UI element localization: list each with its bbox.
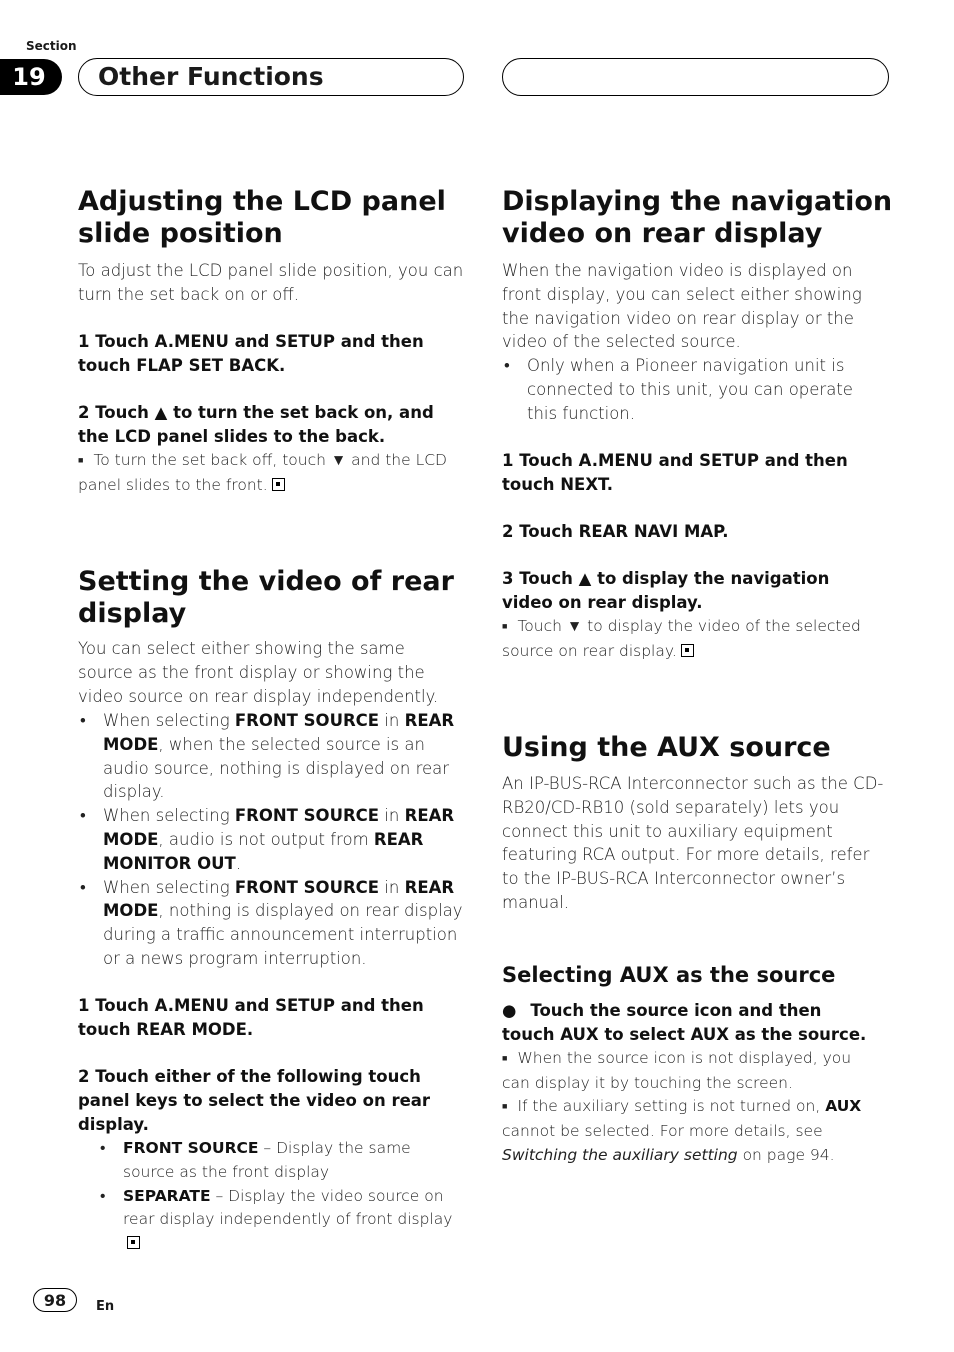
aux-step: ● Touch the source icon and then touch AUX to select AUX as the source. — [502, 999, 877, 1047]
lcd-note — [78, 449, 463, 498]
lcd-step-2: 2 Touch ▲ to turn the set back on, and the LCD panel slides to the back. — [78, 403, 434, 446]
nav-intro: When the navigation video is displayed on front display, you can select either showing the navigation video on rear display or the video of the selected source. — [502, 261, 862, 352]
heading-line: display — [78, 598, 187, 629]
header-empty-frame — [502, 58, 889, 96]
lcd-note-text: To turn the set back off, touch ▼ and the LCD panel slides to the front. — [78, 451, 447, 494]
end-mark-icon — [681, 644, 694, 657]
nav-note: ■ Touch ▼ to display the video of the selected source on rear display. — [502, 617, 861, 660]
list-item: • FRONT SOURCE – Display the same source as the front display — [98, 1137, 463, 1185]
page-number: 98 — [33, 1288, 77, 1312]
end-mark-icon — [272, 478, 285, 491]
list-item: • When selecting FRONT SOURCE in REAR MODE, nothing is displayed on rear display during a traffic announcement interruption or a news program interruption. — [78, 876, 463, 971]
rear-step-2: 2 Touch either of the following touch panel keys to select the video on rear display. — [78, 1067, 431, 1134]
heading-line: Displaying the navigation — [502, 186, 893, 217]
heading-lcd-slide — [78, 186, 446, 250]
rear-options — [98, 1137, 463, 1256]
rear-intro: You can select either showing the same source as the front display or showing the video source on rear display independently. — [78, 639, 439, 706]
heading-nav-video — [502, 186, 892, 250]
heading-line: slide position — [78, 218, 283, 249]
note-square-icon: ■ — [502, 622, 508, 632]
list-item: • When selecting FRONT SOURCE in REAR MODE, when the selected source is an audio source, nothing is displayed on rear display. — [78, 709, 463, 804]
note-square-icon: ■ — [502, 1054, 508, 1064]
list-item: • SEPARATE – Display the video source on rear display independently of front display — [98, 1185, 463, 1256]
language-label: En — [96, 1299, 115, 1314]
heading-line: Setting the video of rear — [78, 566, 454, 597]
aux-intro: An IP-BUS-RCA Interconnector such as the CD-RB20/CD-RB10 (sold separately) lets you connect this unit to auxiliary equipment featuring RCA output. For more details, refer to the IP-BUS-RCA Interconnector owner’s manual. — [502, 774, 884, 912]
rear-step-1: 1 Touch A.MENU and SETUP and then touch REAR MODE. — [78, 996, 424, 1039]
page-title: Other Functions — [98, 62, 324, 91]
aux-note-1: ■ When the source icon is not displayed, you can display it by touching the screen. — [502, 1049, 852, 1092]
note-square-icon: ■ — [502, 1102, 508, 1112]
list-item: • When selecting FRONT SOURCE in REAR MODE, audio is not output from REAR MONITOR OUT. — [78, 804, 463, 875]
nav-step-2: 2 Touch REAR NAVI MAP. — [502, 522, 729, 541]
section-label: Section — [26, 39, 77, 53]
lcd-intro: To adjust the LCD panel slide position, you can turn the set back on or off. — [78, 261, 464, 304]
heading-rear-video — [78, 566, 454, 630]
note-square-icon: ■ — [78, 456, 84, 466]
lcd-step-1: 1 Touch A.MENU and SETUP and then touch FLAP SET BACK. — [78, 332, 424, 375]
aux-note-2: ■ If the auxiliary setting is not turned on, AUX cannot be selected. For more details, see Switching the auxiliary setting on page 94. — [502, 1097, 862, 1164]
heading-line: video on rear display — [502, 218, 823, 249]
subheading-select-aux: Selecting AUX as the source — [502, 963, 836, 987]
nav-bullets — [502, 354, 888, 425]
heading-aux: Using the AUX source — [502, 732, 831, 763]
list-item: • Only when a Pioneer navigation unit is connected to this unit, you can operate this function. — [502, 354, 888, 425]
rear-bullets — [78, 709, 463, 971]
step-bullet-icon — [502, 1001, 530, 1020]
end-mark-icon — [127, 1236, 140, 1249]
nav-step-3: 3 Touch ▲ to display the navigation video on rear display. — [502, 569, 830, 612]
nav-step-1: 1 Touch A.MENU and SETUP and then touch NEXT. — [502, 451, 848, 494]
section-number: 19 — [0, 59, 62, 95]
heading-line: Adjusting the LCD panel — [78, 186, 446, 217]
